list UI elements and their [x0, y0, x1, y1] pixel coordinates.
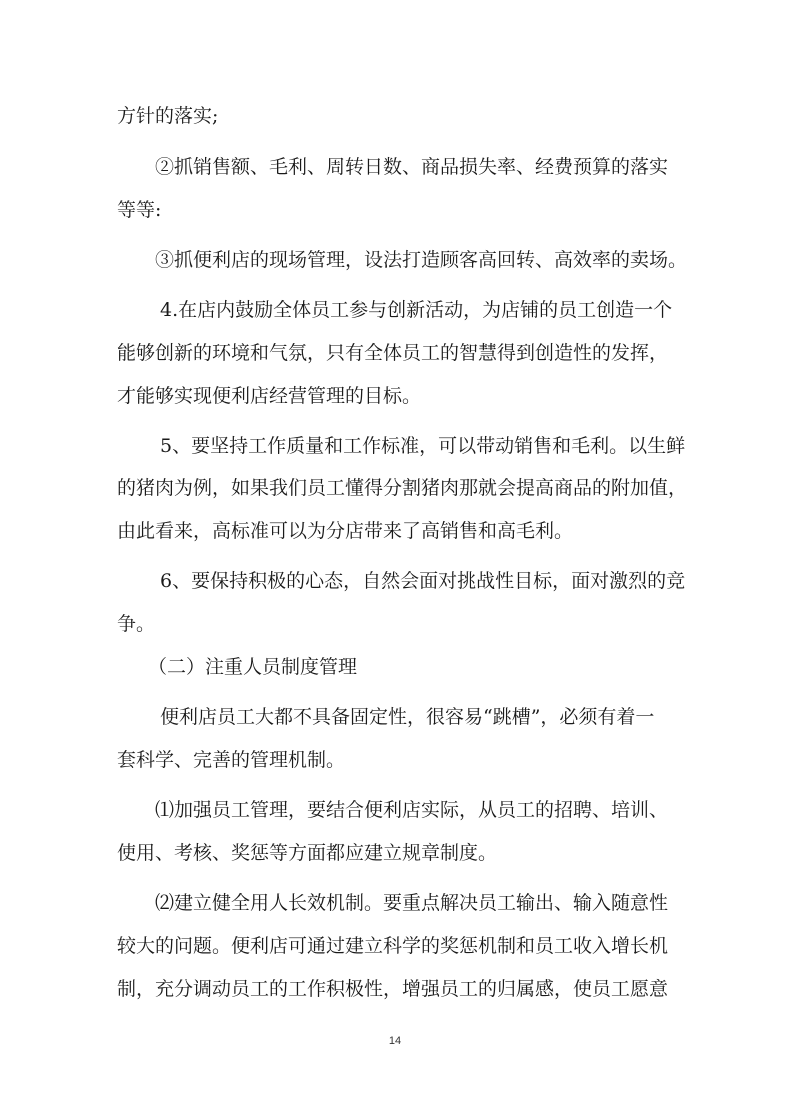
text-line: 争。: [117, 613, 156, 635]
text-line: 能够创新的环境和气氛，只有全体员工的智慧得到创造性的发挥，: [117, 342, 669, 364]
text-line: ⑴加强员工管理，要结合便利店实际，从员工的招聘、培训、: [155, 799, 669, 821]
text-line: 等等:: [117, 199, 162, 221]
text-line: 方针的落实;: [117, 105, 219, 127]
text-line: ③抓便利店的现场管理，设法打造顾客高回转、高效率的卖场。: [155, 249, 688, 271]
text-line: 6、要保持积极的心态，自然会面对挑战性目标，面对激烈的竞: [160, 570, 686, 592]
text-line: ⑵建立健全用人长效机制。要重点解决员工输出、输入随意性: [155, 892, 669, 914]
section-heading: （二）注重人员制度管理: [148, 656, 358, 678]
text-line: 制，充分调动员工的工作积极性，增强员工的归属感，使员工愿意: [117, 978, 669, 1000]
text-line: ②抓销售额、毛利、周转日数、商品损失率、经费预算的落实: [155, 156, 669, 178]
text-line: 使用、考核、奖惩等方面都应建立规章制度。: [117, 842, 498, 864]
text-line: 较大的问题。便利店可通过建立科学的奖惩机制和员工收入增长机: [117, 935, 669, 957]
text-line: 才能够实现便利店经营管理的目标。: [117, 385, 422, 407]
text-line: 5、要坚持工作质量和工作标准，可以带动销售和毛利。以生鲜: [160, 435, 686, 457]
text-line: 的猪肉为例，如果我们员工懂得分割猪肉那就会提高商品的附加值，: [117, 477, 687, 499]
text-line: 套科学、完善的管理机制。: [117, 749, 346, 771]
text-line: 由此看来，高标准可以为分店带来了高销售和高毛利。: [117, 520, 574, 542]
text-line: 便利店员工大都不具备固定性，很容易“跳槽”，必须有着一: [160, 706, 655, 728]
text-line: 4.在店内鼓励全体员工参与创新活动，为店铺的员工创造一个: [160, 299, 673, 321]
page-number: 14: [388, 1035, 402, 1047]
